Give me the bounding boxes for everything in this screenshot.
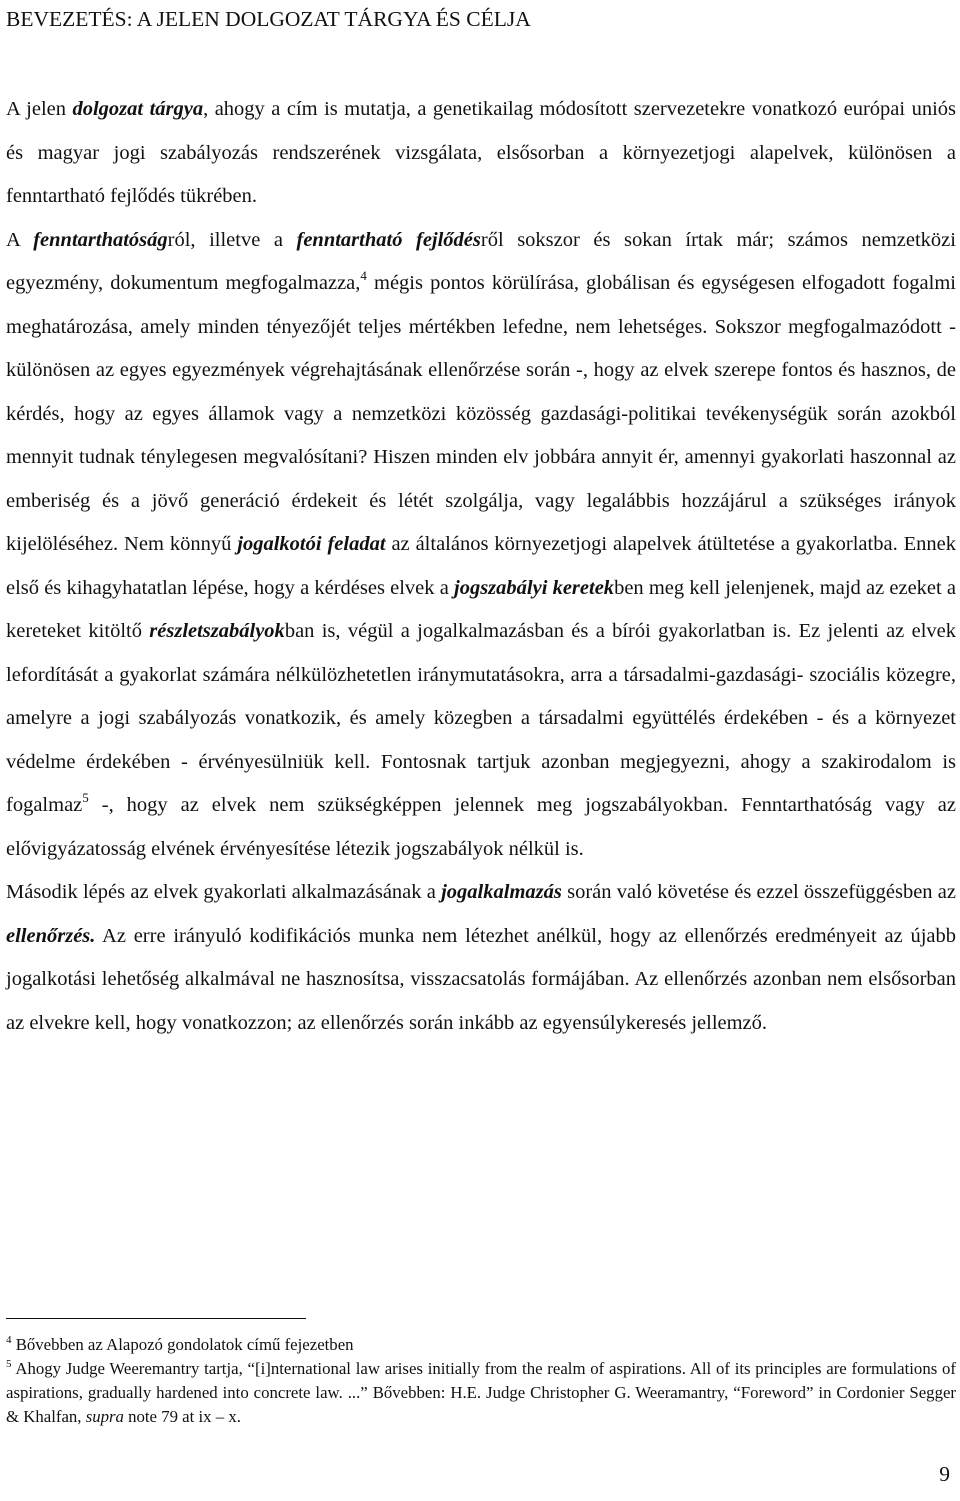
p1-text-k: az általános környezetjogi alapelvek átültetése a gyakorlatba. Ennek első és kihagyhatatlan lépése, hogy a kérdéses elvek a bbox=[6, 533, 956, 599]
footnote-5-text-c: note 79 at ix – x. bbox=[123, 1407, 241, 1426]
paragraph-2 bbox=[6, 871, 956, 1045]
p1-emphasis-fenntarthatosag: fenntarthatóság bbox=[33, 228, 168, 251]
body-text bbox=[6, 88, 956, 1045]
paragraph-1 bbox=[6, 88, 956, 871]
footnote-5 bbox=[6, 1357, 956, 1429]
p1-emphasis-jogalkotoi-feladat: jogalkotói feladat bbox=[237, 533, 386, 555]
p2-emphasis-ellenorzes: ellenőrzés. bbox=[6, 924, 96, 947]
footnote-marker-5: 5 bbox=[6, 1358, 12, 1370]
footnote-4-text: Bővebben az Alapozó gondolatok című fejezetben bbox=[11, 1335, 354, 1354]
p1-text-i: mégis pontos körülírása, globálisan és egységesen elfogadott fogalmi meghatározása, amely minden tényezőjét teljes mértékben lefedne, nem lehetséges. Sokszor megfogalmazódott - különösen az egyes egyezmények végrehajtásának ellenőrzése során -, hogy az elvek szerepe fontos és hasznos, de kérdés, hogy az egyes államok vagy a nemzetközi közösség gazdasági-politikai tevékenységük során azokból mennyit tudnak ténylegesen megvalósítani? Hiszen minden elv jobbára annyit ér, amennyi gyakorlati haszonnal az emberiség és a jövő generáció érdekeit és létét szolgálja, vagy legalábbis hozzájárul a szükséges irányok kijelöléséhez. Nem könnyű bbox=[6, 272, 956, 555]
p1-emphasis-dolgozat-targya: dolgozat tárgya bbox=[72, 98, 204, 120]
chapter-heading: BEVEZETÉS: A JELEN DOLGOZAT TÁRGYA ÉS CÉLJA bbox=[6, 7, 531, 31]
p1-text-c: , ahogy a cím is mutatja, a genetikailag módosított szervezetekre vonatkozó európai uniós és magyar jogi szabályozás rendszerének vizsgálata, elsősorban a környezetjogi alapelvek, különösen a fenntartható fejlődés tükrében. bbox=[6, 98, 956, 207]
p1-text-d: A bbox=[6, 228, 34, 251]
p1-text-h: ről sokszor és sokan írtak már; számos nemzetközi egyezmény, dokumentum megfogalmazza, bbox=[6, 228, 956, 294]
p2-emphasis-jogalkalmazas: jogalkalmazás bbox=[441, 881, 562, 903]
page-number: 9 bbox=[939, 1462, 950, 1486]
p2-text-a: Második lépés az elvek gyakorlati alkalmazásának a bbox=[6, 881, 442, 903]
footnote-4 bbox=[6, 1333, 956, 1357]
footnotes bbox=[6, 1333, 956, 1429]
p1-emphasis-jogszabalyi-keretek: jogszabályi keretek bbox=[454, 576, 615, 599]
p2-text-e: Az erre irányuló kodifikációs munka nem létezhet anélkül, hogy az ellenőrzés eredményeit az újabb jogalkotási lehetőség alkalmával ne hasznosítsa, visszacsatolás formájában. Az ellenőrzés azonban nem elsősorban az elvekre kell, hogy vonatkozzon; az ellenőrzés során inkább az egyensúlykeresés jellemző. bbox=[6, 924, 956, 1034]
p1-text-o: ban is, végül a jogalkalmazásban és a bírói gyakorlatban is. Ez jelenti az elvek lefordítását a gyakorlat számára nélkülözhetetlen iránymutatásokra, arra a társadalmi-gazdasági- szociális közegre, amelyre a jogi szabályozás vonatkozik, és amely közegben a társadalmi együttélés érdekében - és a környezet védelme érdekében - érvényesülniük kell. Fontosnak tartjuk azonban megjegyezni, ahogy a szakirodalom is fogalmaz bbox=[6, 620, 956, 816]
footnote-5-text-a: Ahogy Judge Weeremantry tartja, “[i]nternational law arises initially from the realm of aspirations. All of its principles are formulations of aspirations, gradually hardened into concrete law. ...” Bővebben: H.E. Judge Christopher G. Weeramantry, “Foreword” in Cordonier Segger & Khalfan, bbox=[6, 1359, 956, 1426]
p1-text-m: ben meg kell jelenjenek, majd az ezeket a kereteket kitöltő bbox=[6, 576, 956, 642]
footnote-separator bbox=[6, 1318, 306, 1319]
footnote-ref-5[interactable]: 5 bbox=[82, 790, 89, 805]
p1-text-p: -, hogy az elvek nem szükségképpen jelennek meg jogszabályokban. Fenntarthatóság vagy az elővigyázatosság elvének érvényesítése létezik jogszabályok nélkül is. bbox=[6, 794, 956, 860]
p1-emphasis-reszletszabalyok: részletszabályok bbox=[149, 620, 285, 642]
footnote-ref-4[interactable]: 4 bbox=[360, 268, 367, 283]
p1-text-a: A jelen bbox=[6, 98, 73, 120]
footnote-5-supra: supra bbox=[85, 1407, 124, 1426]
footnote-marker-4: 4 bbox=[6, 1334, 12, 1346]
p1-text-f: ról, illetve a bbox=[167, 228, 297, 251]
p1-emphasis-fenntarthato-fejlodes: fenntartható fejlődés bbox=[296, 228, 481, 251]
p2-text-c: során való követése és ezzel összefüggésben az bbox=[561, 881, 956, 903]
